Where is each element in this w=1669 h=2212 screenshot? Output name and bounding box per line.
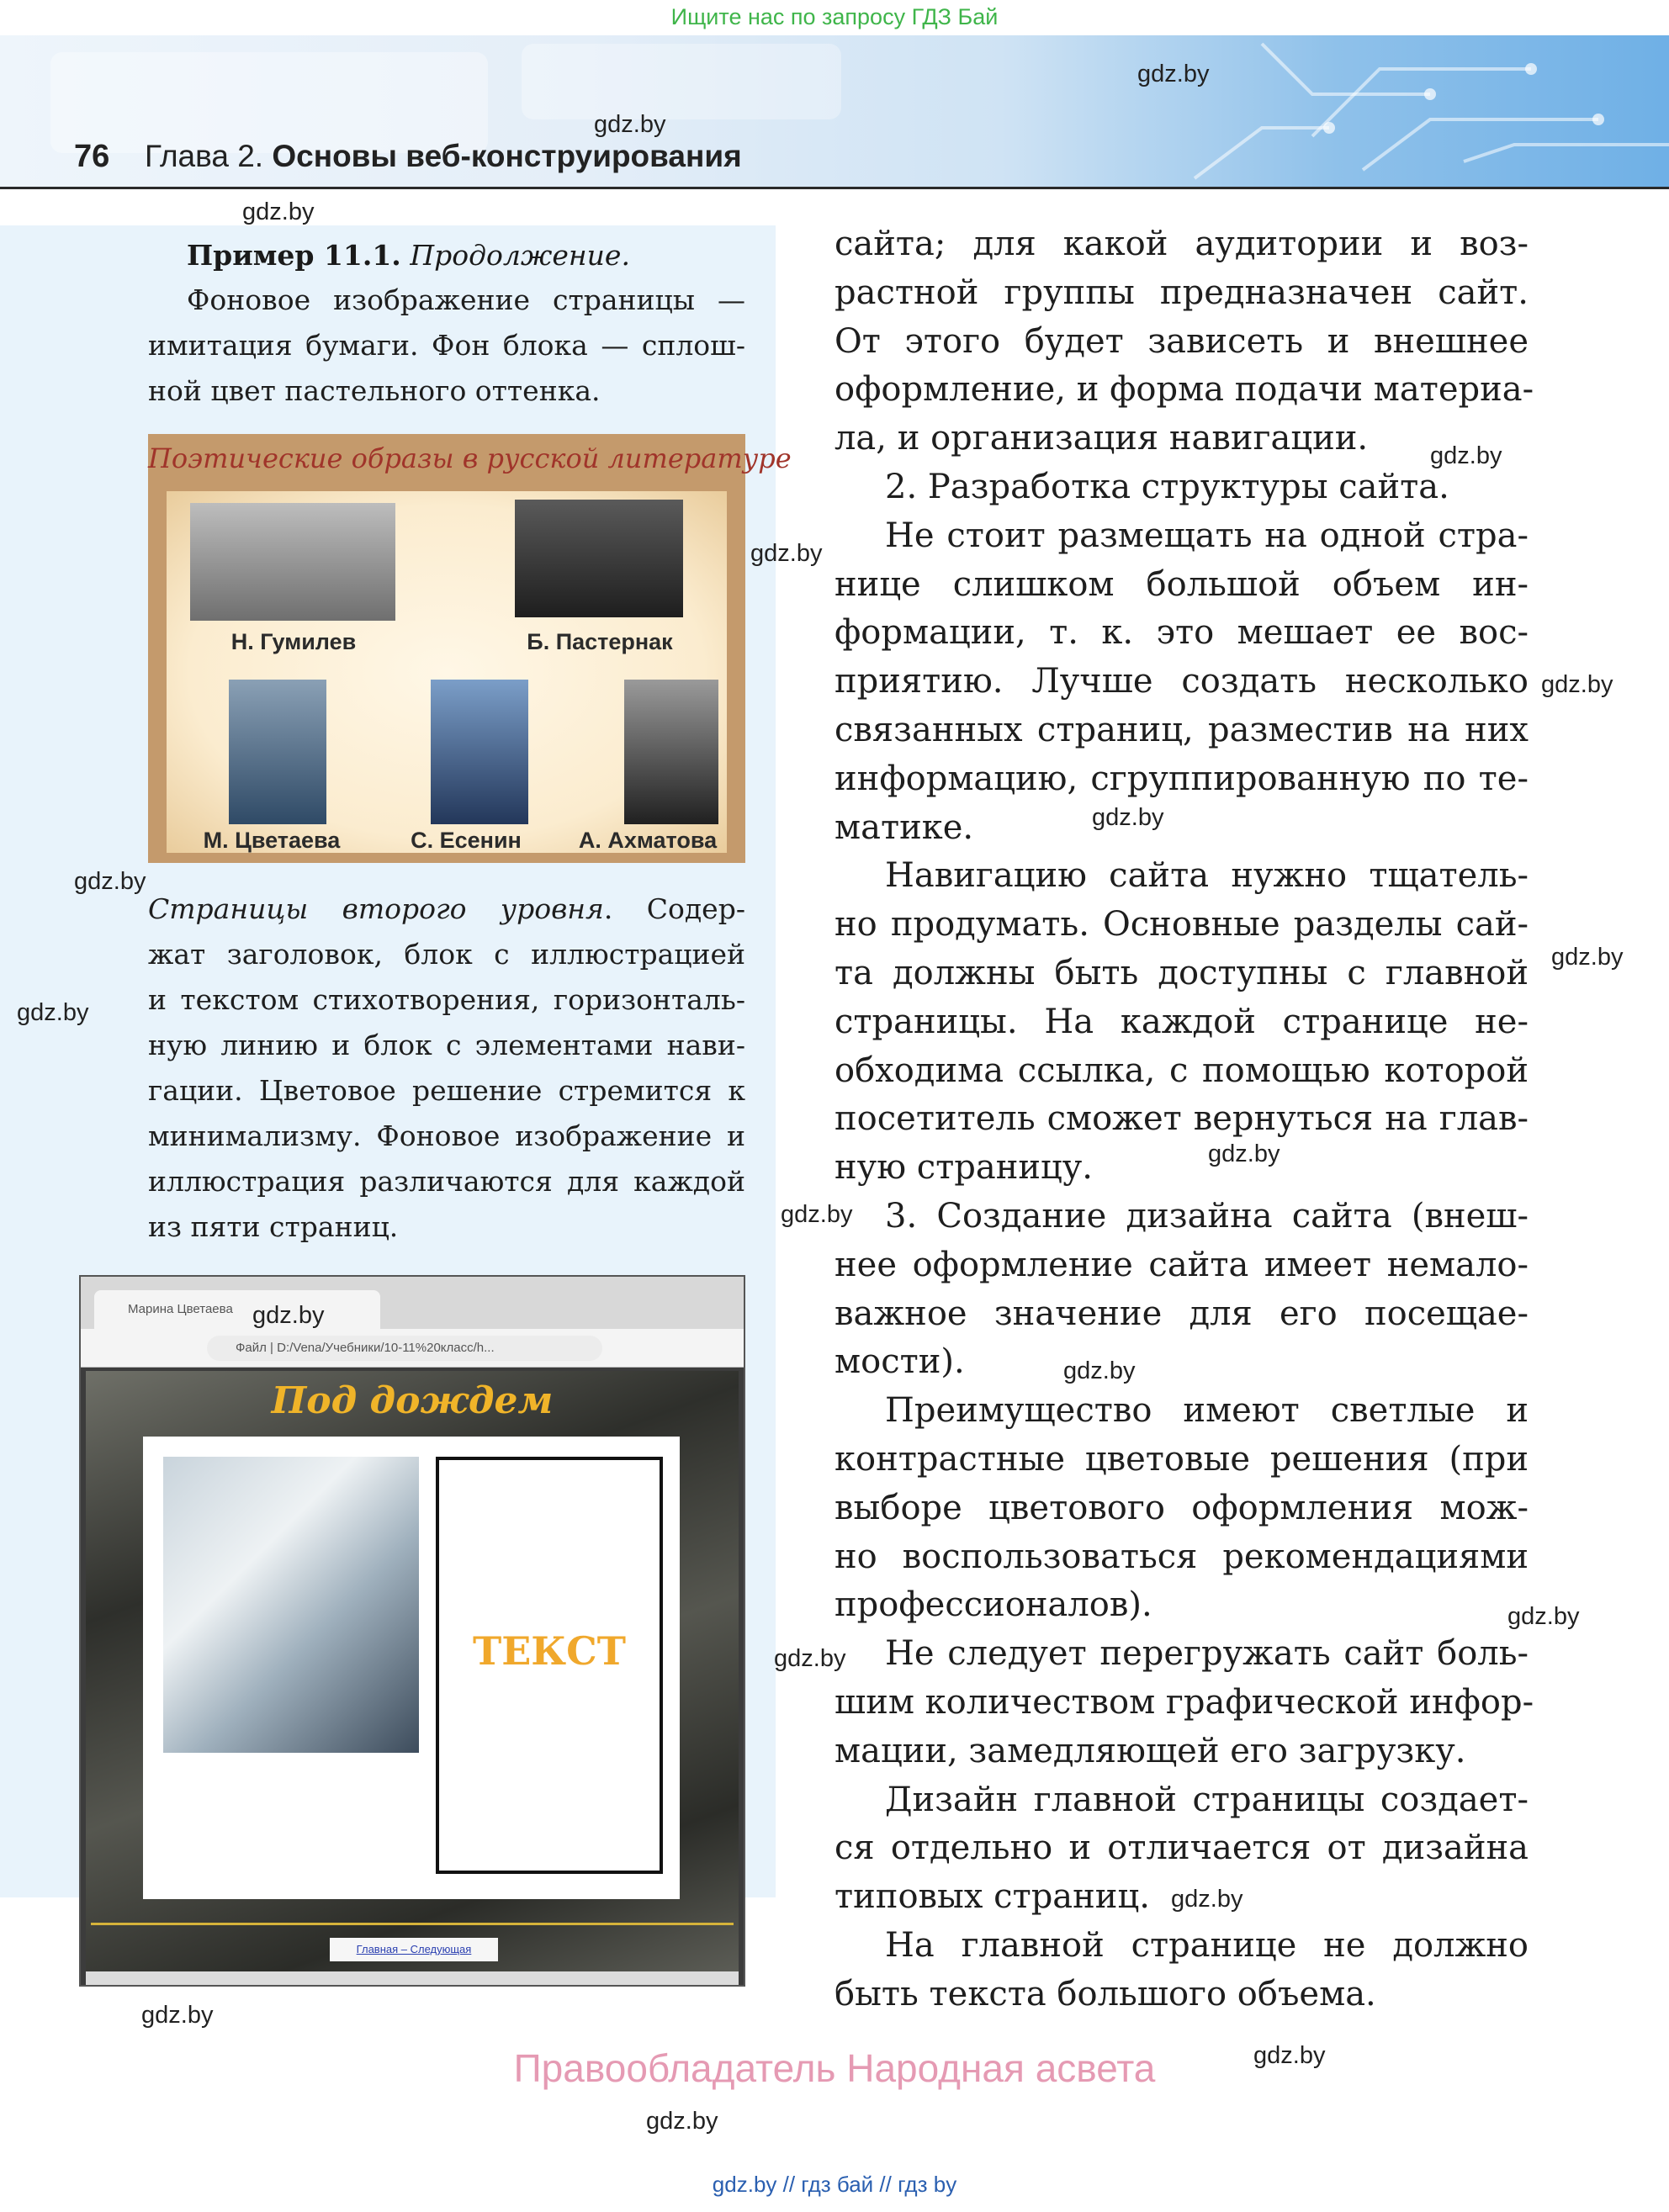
copyright-notice: Правообладатель Народная асвета (513, 2046, 1156, 2090)
text-line: из пяти страниц. (148, 1210, 399, 1243)
caption-pasternak: Б. Пастернак (527, 629, 673, 654)
chapter-title: Основы веб-конструирования (272, 139, 742, 173)
poets-collage (167, 491, 727, 853)
text-line: приятию. Лучше создать несколько (834, 662, 1529, 701)
text-line: гации. Цветовое решение стремится к (148, 1074, 745, 1107)
site-text-box (436, 1457, 663, 1874)
example-intro (148, 278, 745, 414)
browser-tabbar (81, 1277, 744, 1329)
caption-gumilev: Н. Гумилев (230, 629, 357, 654)
watermark: gdz.by (646, 2108, 718, 2135)
page-number: 76 (74, 139, 110, 174)
text-line: информацию, сгруппированную по те- (834, 759, 1529, 798)
text-line: быть текста большого объема. (834, 1974, 1376, 2014)
watermark: gdz.by (1551, 944, 1624, 971)
text-line: страницы. На каждой странице не- (834, 1002, 1529, 1041)
poets-title: Поэтические образы в русской литературе (148, 442, 792, 474)
watermark: gdz.by (252, 1302, 325, 1329)
text-line: шим количеством графической инфор- (834, 1682, 1534, 1722)
site-nav-links: Главная – Следующая (330, 1938, 498, 1961)
watermark: gdz.by (781, 1201, 853, 1228)
watermark: gdz.by (242, 198, 315, 225)
watermark: gdz.by (1171, 1886, 1243, 1913)
caption-akhmatova: А. Ахматова (578, 828, 718, 853)
watermark: gdz.by (594, 111, 666, 138)
text-line: жат заголовок, блок с иллюстрацией (148, 938, 745, 971)
watermark: gdz.by (1092, 804, 1164, 831)
text-line: Дизайн главной страницы создает- (885, 1780, 1529, 1819)
site-preview (86, 1371, 739, 1973)
text-line: нице слишком большой объем ин- (834, 564, 1529, 604)
portrait-akhmatova (624, 680, 718, 824)
text-line: контрастные цветовые решения (при (834, 1439, 1529, 1479)
text-line: Фоновое изображение страницы — (187, 283, 745, 316)
text-line: типовых страниц. (834, 1877, 1150, 1917)
watermark: gdz.by (1137, 61, 1210, 87)
watermark: gdz.by (1208, 1140, 1280, 1167)
right-column-text (834, 220, 1534, 2019)
text-line: имитация бумаги. Фон блока — сплош- (148, 329, 745, 362)
portrait-yesenin (431, 680, 528, 824)
text-line: и текстом стихотворения, горизонталь- (148, 983, 745, 1016)
text-line: От этого будет зависеть и внешнее (834, 321, 1529, 361)
browser-tab: Марина Цветаева (94, 1290, 380, 1329)
text-line: Преимущество имеют светлые и (885, 1391, 1529, 1431)
text-line: растной группы предназначен сайт. (834, 273, 1529, 312)
text-line: но воспользоваться рекомендациями (834, 1537, 1529, 1576)
site-horizontal-rule (91, 1923, 734, 1925)
text-line: профессионалов). (834, 1585, 1152, 1625)
watermark: gdz.by (774, 1645, 846, 1672)
watermark: gdz.by (17, 999, 89, 1026)
text-line: 3. Создание дизайна сайта (внеш- (885, 1196, 1529, 1236)
text-line: На главной странице не должно (885, 1925, 1529, 1965)
text-line: ла, и организация навигации. (834, 419, 1369, 458)
text-line: формации, т. к. это мешает ее вос- (834, 613, 1529, 653)
second-level-text (148, 886, 745, 1250)
watermark: gdz.by (1430, 442, 1502, 469)
text-line: выборе цветового оформления мож- (834, 1488, 1529, 1527)
example-subtitle: Продолжение. (410, 239, 630, 272)
chapter-prefix: Глава 2. (145, 139, 273, 173)
chapter-heading (145, 139, 742, 174)
text-line: сайта; для какой аудитории и воз- (834, 225, 1529, 263)
portrait-pasternak (515, 500, 683, 617)
text-line: Навигацию сайта нужно тщатель- (885, 856, 1529, 896)
text-line: мации, замедляющей его загрузку. (834, 1731, 1466, 1770)
second-level-title: Страницы второго уровня (148, 892, 604, 925)
text-line: но продумать. Основные разделы сай- (834, 905, 1529, 945)
text-line: ную линию и блок с элементами нави- (148, 1029, 745, 1061)
text-line: обходима ссылка, с помощью которой (834, 1050, 1529, 1090)
browser-addressbar (81, 1329, 744, 1368)
text-line: важное значение для его посещае- (834, 1294, 1529, 1333)
browser-url: Файл | D:/Vena/Учебники/10-11%20класс/h... (207, 1336, 602, 1361)
text-line: посетитель сможет вернуться на глав- (834, 1099, 1529, 1139)
top-banner[interactable]: Ищите нас по запросу ГДЗ Бай (0, 0, 1669, 35)
text-line: матике. (834, 807, 974, 847)
caption-yesenin: С. Есенин (411, 828, 522, 853)
footer-links[interactable]: gdz.by // гдз бай // гдз by (712, 2172, 957, 2197)
site-illustration (163, 1457, 419, 1753)
text-line: Не следует перегружать сайт боль- (885, 1634, 1529, 1674)
watermark: gdz.by (1541, 671, 1613, 698)
watermark: gdz.by (74, 868, 146, 895)
text-line: Не стоит размещать на одной стра- (885, 516, 1529, 555)
example-heading (187, 234, 630, 278)
watermark: gdz.by (1253, 2042, 1326, 2069)
portrait-gumilev (190, 503, 395, 621)
text-line: нее оформление сайта имеет немало- (834, 1245, 1529, 1284)
caption-tsvetaeva: М. Цветаева (203, 828, 341, 853)
text-line: Страницы второго уровня. Содер- (148, 892, 745, 925)
site-title: Под дождем (271, 1379, 554, 1422)
browser-screenshot (79, 1275, 745, 1987)
watermark: gdz.by (1507, 1603, 1580, 1630)
text-line: иллюстрация различаются для каждой (148, 1165, 745, 1198)
portrait-tsvetaeva (229, 680, 326, 824)
header-rule (0, 187, 1669, 189)
example-label: Пример 11.1. (187, 239, 401, 272)
site-text-placeholder: ТЕКСТ (473, 1628, 626, 1674)
site-content-block (143, 1437, 680, 1899)
browser-scrollbar (86, 1971, 739, 1985)
text-line: та должны быть доступны с главной (834, 953, 1529, 992)
text-line: связанных страниц, разместив на них (834, 710, 1529, 749)
text-line: оформление, и форма подачи материа- (834, 370, 1534, 410)
text-line: ной цвет пастельного оттенка. (148, 374, 601, 407)
text-line: мости). (834, 1342, 965, 1382)
text-line: 2. Разработка структуры сайта. (885, 467, 1449, 506)
text-line: минимализму. Фоновое изображение и (148, 1119, 745, 1152)
watermark: gdz.by (750, 540, 823, 567)
watermark: gdz.by (1063, 1357, 1136, 1384)
text-line: ся отдельно и отличается от дизайна (834, 1828, 1529, 1868)
text-line: ную страницу. (834, 1148, 1094, 1188)
watermark: gdz.by (141, 2002, 214, 2029)
